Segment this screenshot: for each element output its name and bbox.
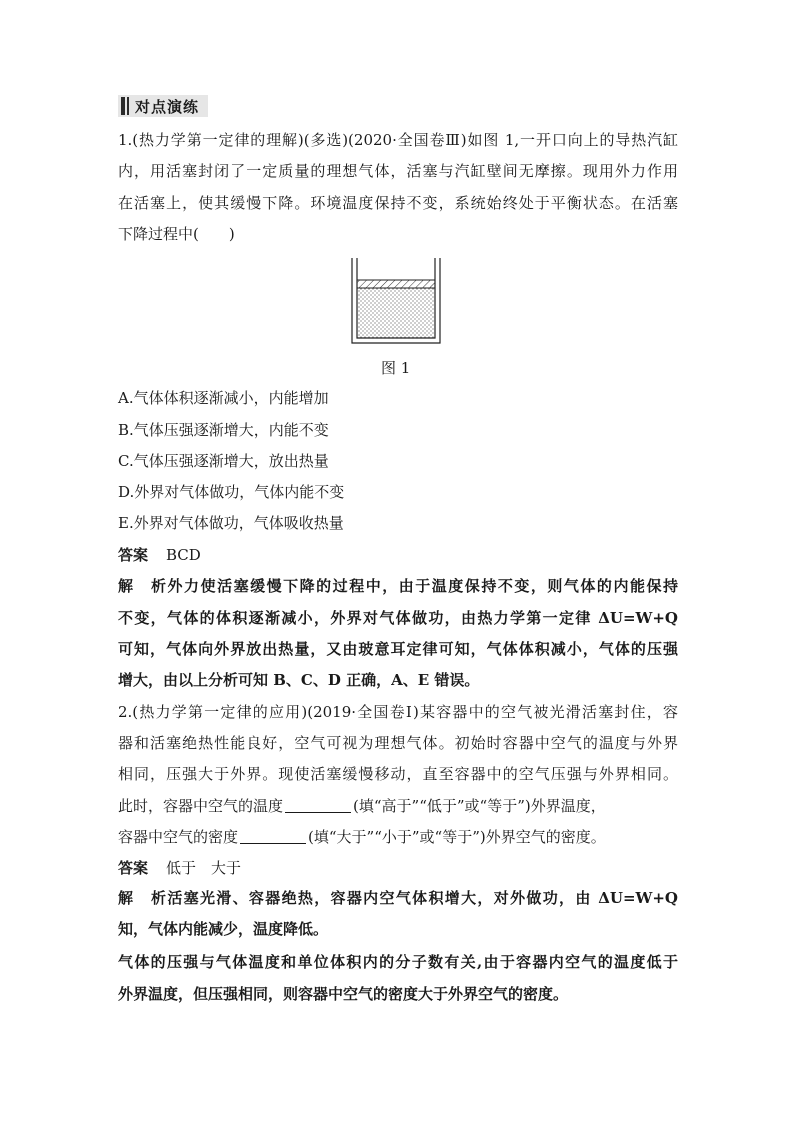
q2-line-5-start: 容器中空气的密度	[118, 828, 239, 846]
q2-line-4-end: (填“高于”“低于”或“等于”)外界温度，	[353, 797, 606, 815]
q2-line-4	[118, 796, 678, 816]
header-bar-icon	[121, 97, 125, 115]
figure-caption: 图 1	[381, 359, 411, 377]
q1-line-3: 在活塞上，使其缓慢下降。环境温度保持不变，系统始终处于平衡状态。在活塞	[118, 194, 678, 212]
q2-analysis-line-2: 知，气体内能减少，温度降低。	[118, 920, 329, 938]
answer-label: 答案	[118, 546, 149, 564]
q1-option-c: C.气体压强逐渐增大，放出热量	[118, 452, 329, 470]
q2-line-5-end: (填“大于”“小于”或“等于”)外界空气的密度。	[308, 828, 606, 846]
gas-region	[357, 288, 435, 338]
analysis-label-2: 解析	[118, 889, 166, 907]
q1-line-1: 1.(热力学第一定律的理解)(多选)(2020·全国卷Ⅲ)如图 1,一开口向上的导热汽缸	[118, 131, 678, 149]
q1-analysis-line-4: 增大，由以上分析可知 B、C、D 正确，A、E 错误。	[118, 671, 480, 689]
q2-extra-line-2: 外界温度，但压强相同，则容器中空气的密度大于外界空气的密度。	[118, 985, 569, 1003]
q2-analysis-line-1	[118, 888, 678, 908]
q1-option-b: B.气体压强逐渐增大，内能不变	[118, 421, 329, 439]
q1-option-d: D.外界对气体做功，气体内能不变	[118, 483, 345, 501]
q1-line-2: 内，用活塞封闭了一定质量的理想气体，活塞与汽缸壁间无摩擦。现用外力作用	[118, 162, 678, 180]
q1-analysis-line-3: 可知，气体向外界放出热量，又由玻意耳定律可知，气体体积减小，气体的压强	[118, 640, 678, 658]
analysis-text-2: 活塞光滑、容器绝热，容器内空气体积增大，对外做功，由 ΔU=W+Q	[166, 889, 678, 907]
cylinder-piston-figure	[348, 256, 444, 346]
header-bar-thin-icon	[127, 97, 129, 115]
q1-line-4: 下降过程中( )	[118, 225, 235, 243]
q2-line-5	[118, 827, 678, 847]
q2-line-3: 相同，压强大于外界。现使活塞缓慢移动，直至容器中的空气压强与外界相同。	[118, 765, 678, 783]
q1-analysis-line-1	[118, 576, 678, 596]
q2-extra-line-1: 气体的压强与气体温度和单位体积内的分子数有关,由于容器内空气的温度低于	[118, 953, 678, 971]
analysis-text-1: 外力使活塞缓慢下降的过程中，由于温度保持不变，则气体的内能保持	[166, 577, 678, 595]
q1-option-a: A.气体体积逐渐减小，内能增加	[118, 389, 329, 407]
answer-label-2: 答案	[118, 859, 149, 877]
section-title: 对点演练	[135, 97, 200, 116]
q1-analysis-line-2: 不变，气体的体积逐渐减小，外界对气体做功，由热力学第一定律 ΔU=W+Q	[118, 609, 678, 627]
q2-line-1: 2.(热力学第一定律的应用)(2019·全国卷Ⅰ)某容器中的空气被光滑活塞封住，容	[118, 703, 678, 721]
answer-value: BCD	[166, 546, 201, 564]
q2-answer	[118, 858, 678, 878]
analysis-label: 解析	[118, 577, 166, 595]
q2-line-2: 器和活塞绝热性能良好，空气可视为理想气体。初始时容器中空气的温度与外界	[118, 734, 678, 752]
temperature-blank	[285, 798, 351, 813]
q1-option-e: E.外界对气体做功，气体吸收热量	[118, 514, 344, 532]
piston	[357, 280, 435, 288]
answer-value-2: 低于 大于	[166, 859, 242, 877]
q1-answer	[118, 545, 678, 565]
density-blank	[240, 829, 306, 844]
section-header	[118, 95, 208, 117]
q2-line-4-start: 此时，容器中空气的温度	[118, 797, 284, 815]
